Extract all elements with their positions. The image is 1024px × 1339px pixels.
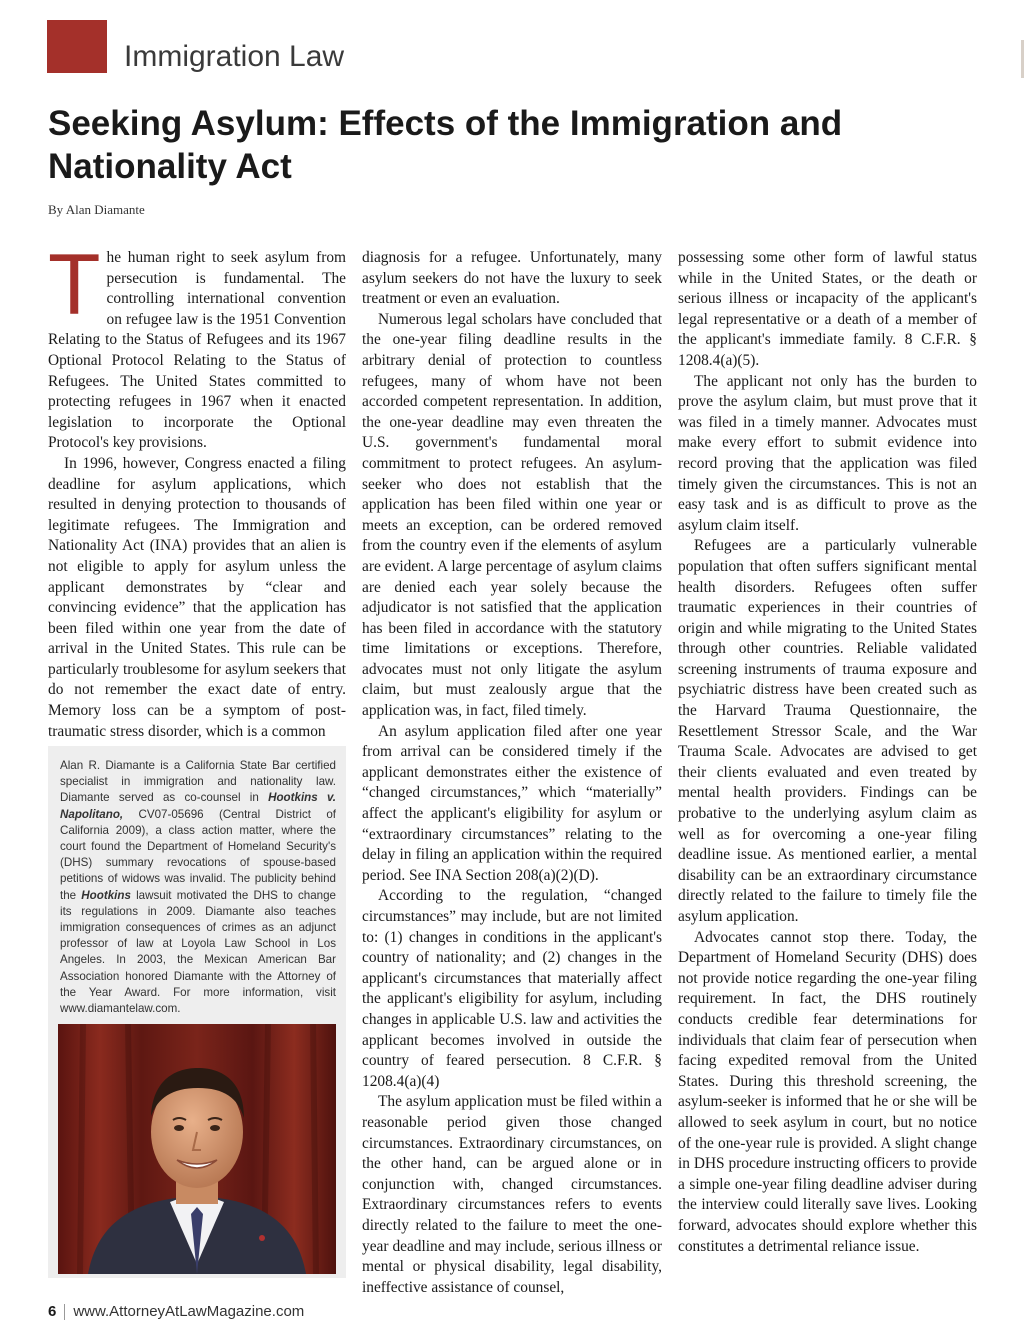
bio-text: Alan R. Diamante is a California State Bar certified specialist in immigration and nationality law. Diamante served as co-counsel in bbox=[60, 759, 336, 805]
bio-text: lawsuit motivated the DHS to change its regulations in 2009. Diamante also teaches immigration consequences of crimes as an adjunct professor of law at Loyola Law School in Los Angeles. In 2003, the Mexican American Bar Association honored Diamante with the Attorney of the Year Award. For more information, visit www.diamantelaw.com. bbox=[60, 888, 336, 1016]
paragraph: Numerous legal scholars have concluded that the one-year filing deadline results in the arbitrary denial of protection to countless refugees, many of whom have not been accorded competent representation. In addition, the one-year deadline may even threaten the U.S. government's fundamental moral commitment to protect refugees. An asylum-seeker who does not establish that the application has been filed within one year or meets an exception, can be ordered removed from the country even if the elements of asylum are evident. A large percentage of asylum claims are denied each year solely because the adjudicator is not satisfied that the application has been filed in accordance with the statutory time limitations or exceptions. Therefore, advocates must not only litigate the asylum claim, but must zealously argue that the application was, in fact, filed timely. bbox=[362, 310, 662, 720]
paragraph: In 1996, however, Congress enacted a filing deadline for asylum applications, which resulted in denying protection to thousands of legitimate refugees. The Immigration and Nationality Act (INA) provides that an alien is not eligible to apply for asylum unless the applicant demonstrates by “clear and convincing evidence” that the application has been filed within one year from the date of arrival in the United States. This rule can be particularly troublesome for asylum seekers that do not remember the exact date of entry. Memory loss can be a symptom of post-traumatic stress disorder, which is a common bbox=[48, 454, 346, 740]
column-1 bbox=[48, 237, 346, 742]
section-color-block bbox=[47, 20, 107, 73]
paragraph: According to the regulation, “changed circumstances” may include, but are not limited to: (1) changes in conditions in the applicant's country of nationality; and (2) changes in the applicant's circumstances that materially affect the applicant's eligibility for asylum, including changes in applicable U.S. law and activities the applicant becomes involved in outside the country of feared persecution. 8 C.F.R. § 1208.4(a)(4) bbox=[362, 887, 662, 1090]
paragraph: An asylum application filed after one year from arrival can be considered timely if the applicant demonstrates either the existence of “changed circumstances,” which “materially” affect the applicant's eligibility for asylum or “extraordinary circumstances” relating to the delay in filing an application within the required period. See INA Section 208(a)(2)(D). bbox=[362, 722, 662, 884]
footer-divider bbox=[64, 1304, 65, 1320]
author-bio bbox=[60, 758, 336, 1017]
paragraph: Refugees are a particularly vulnerable population that often suffers significant mental health disorders. Refugees often suffer traumatic experiences in their countries of origin and while migrating to the United States through other countries. Reliable validated screening instruments of trauma exposure and psychiatric distress have been created such as the Harvard Trauma Questionnaire, the Resettlement Stressor Scale, and the War Trauma Scale. Advocates are advised to get their clients evaluated and even treated by mental health providers. Findings can be probative to the underlying asylum claim as well as for overcoming a one-year filing deadline issue. As mentioned earlier, a mental disability can be an extraordinary circumstance directly related to the failure to timely file the asylum application. bbox=[678, 537, 977, 925]
paragraph: Advocates cannot stop there. Today, the Department of Homeland Security (DHS) does not provide notice regarding the one-year filing requirement. In fact, the DHS routinely conducts credible fear determinations for individuals that claim fear of persecution when facing expedited removal from the United States. During this threshold screening, the asylum-seeker is informed that he or she will be allowed to seek asylum in court, but no notice of the one-year rule is provided. A slight change in DHS procedure instructing officers to provide a simple one-year filing deadline adviser during the interview could literally save lives. Looking forward, advocates should explore whether this constitutes a detrimental reliance issue. bbox=[678, 928, 977, 1255]
paragraph: The applicant not only has the burden to prove the asylum claim, but must prove that it was filed in a timely manner. Advocates must make every effort to submit evidence into record proving that the application was filed timely given the circumstances. This is not an easy task and is as difficult to prove as the asylum claim itself. bbox=[678, 372, 977, 534]
page-number: 6 bbox=[48, 1303, 57, 1320]
byline: By Alan Diamante bbox=[48, 202, 145, 217]
case-name-short: Hootkins bbox=[81, 888, 131, 902]
column-2 bbox=[362, 248, 662, 1298]
paragraph bbox=[48, 237, 346, 454]
paragraph-text: he human right to seek asylum from persecution is fundamental. The controlling international convention on refugee law is the 1951 Convention Relating to the Status of Refugees and its 1967 Optional Protocol Relating to the Status of Refugees. The United States committed to protecting refugees in 1967 when it enacted legislation to incorporate the Optional Protocol's key provisions. bbox=[48, 249, 346, 452]
paragraph: possessing some other form of lawful status while in the United States, or the death or serious illness or incapacity of the applicant's legal representative or a death of a member of the applicant's immediate family. 8 C.F.R. § 1208.4(a)(5). bbox=[678, 249, 977, 369]
author-bio-box bbox=[48, 746, 346, 1278]
column-3 bbox=[678, 248, 977, 1257]
case-name: Hootkins v. Napolitano, bbox=[60, 791, 336, 821]
paragraph: diagnosis for a refugee. Unfortunately, many asylum seekers do not have the luxury to seek treatment or even an evaluation. bbox=[362, 249, 662, 308]
footer-website: www.AttorneyAtLawMagazine.com bbox=[73, 1303, 305, 1320]
bio-text: CV07-05696 (Central District of California 2009), a class action matter, where the court found the Department of Homeland Security's (DHS) summary revocations of spouse-based petitions of widows was invalid. The publicity behind the bbox=[60, 807, 336, 902]
drop-cap: T bbox=[48, 237, 101, 333]
article-title: Seeking Asylum: Effects of the Immigration and Nationality Act bbox=[48, 104, 843, 186]
section-label: Immigration Law bbox=[124, 40, 345, 73]
author-photo bbox=[58, 1024, 336, 1274]
paragraph: The asylum application must be filed within a reasonable period given those changed circumstances. Extraordinary circumstances, on the other hand, can be argued alone or in conjunction with, changed circumstances. Extraordinary circumstances refers to events directly related to the failure to meet the one-year deadline and may include, serious illness or mental or physical disability, legal disability, ineffective assistance of counsel, bbox=[362, 1093, 662, 1296]
footer bbox=[48, 1303, 304, 1320]
